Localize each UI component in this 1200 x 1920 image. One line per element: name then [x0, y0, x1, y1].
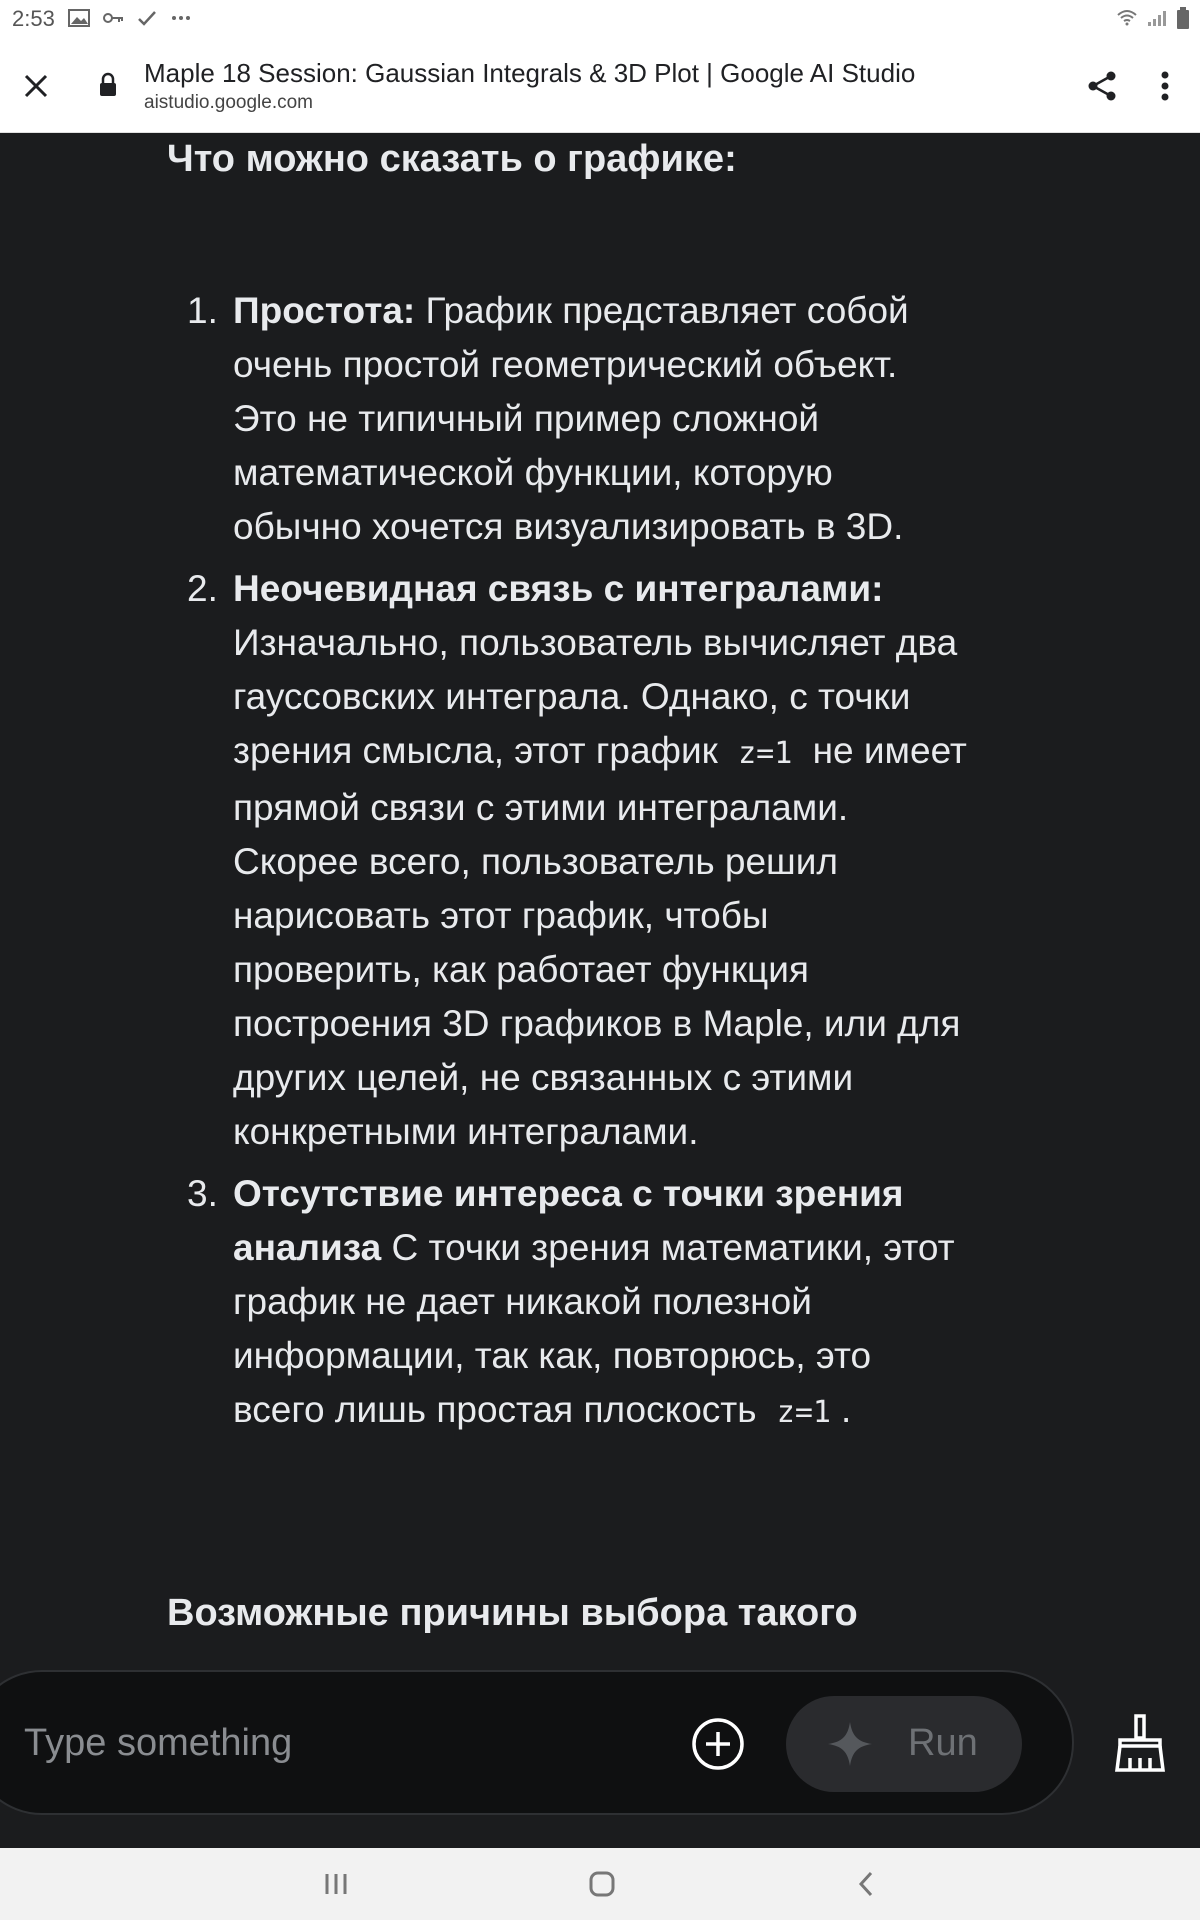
item-title: Неочевидная связь с интегралами: [233, 568, 884, 609]
input-placeholder: Type something [24, 1722, 293, 1764]
battery-icon [1176, 7, 1190, 29]
home-icon [588, 1870, 616, 1898]
item-title: Отсутствие интереса с точки зрения анализа [233, 1173, 904, 1268]
sparkle-icon [826, 1720, 874, 1768]
page-url: aistudio.google.com [144, 92, 313, 113]
check-icon [136, 9, 158, 27]
key-icon [102, 9, 124, 27]
status-bar [0, 0, 1200, 38]
browser-header [0, 38, 1200, 133]
list-number: 1. [187, 290, 218, 331]
list-number: 3. [187, 1173, 218, 1214]
back-icon [856, 1870, 876, 1898]
clear-broom-icon[interactable] [1112, 1712, 1168, 1774]
inline-code: z=1 [738, 736, 793, 771]
home-button[interactable] [582, 1866, 622, 1902]
close-icon [23, 73, 49, 99]
status-time: 2:53 [12, 6, 55, 31]
wifi-icon [1116, 9, 1138, 27]
item-text: График представляет собой очень простой геометрический объект. Это не типичный пример сложной математической функции, которую обычно хочется визуализировать в 3D. [233, 290, 909, 547]
item-text-continued: . [840, 1389, 852, 1430]
section-heading: Возможные причины выбора такого [167, 1592, 858, 1634]
system-nav-bar [0, 1848, 1200, 1920]
list-item [167, 1167, 967, 1440]
more-vert-icon [1161, 71, 1169, 101]
item-text-continued: не имеет прямой связи с этими интегралами. Скорее всего, пользователь решил нарисовать этот график, чтобы проверить, как работает функция построения 3D графиков в Maple, или для других целей, не связанных с этими конкретными интегралами. [233, 730, 967, 1152]
chat-content [0, 134, 1200, 1674]
add-icon[interactable] [690, 1716, 746, 1772]
section-heading: Что можно сказать о графике: [167, 138, 737, 180]
run-label: Run [908, 1722, 978, 1764]
run-button[interactable] [786, 1696, 1022, 1792]
back-button[interactable] [846, 1866, 886, 1902]
recents-button[interactable] [316, 1866, 356, 1902]
item-text: С точки зрения математики, этот график не дает никакой полезной информации, так как, повторюсь, это всего лишь простая плоскость [233, 1227, 955, 1430]
list-item [167, 562, 967, 1159]
prompt-input-area [0, 1670, 1200, 1848]
status-left-icons [68, 6, 192, 30]
numbered-list [167, 284, 967, 1448]
page-title: Maple 18 Session: Gaussian Integrals & 3D Plot | Google AI Studio [144, 58, 916, 88]
list-number: 2. [187, 568, 218, 609]
item-text: Изначально, пользователь вычисляет два гауссовских интеграла. Однако, с точки зрения смысла, этот график [233, 622, 958, 771]
signal-icon [1146, 9, 1168, 27]
more-dots-icon [170, 9, 192, 27]
share-button[interactable] [1080, 64, 1124, 108]
recents-icon [323, 1872, 349, 1896]
list-item [167, 284, 967, 554]
image-icon [68, 9, 90, 27]
item-title: Простота: [233, 290, 416, 331]
lock-icon [97, 72, 119, 98]
share-icon [1086, 70, 1118, 102]
more-menu-button[interactable] [1150, 64, 1180, 108]
status-right-icons [1116, 6, 1190, 30]
prompt-input[interactable] [0, 1670, 1074, 1815]
close-button[interactable] [16, 66, 56, 106]
inline-code: z=1 [776, 1395, 831, 1430]
